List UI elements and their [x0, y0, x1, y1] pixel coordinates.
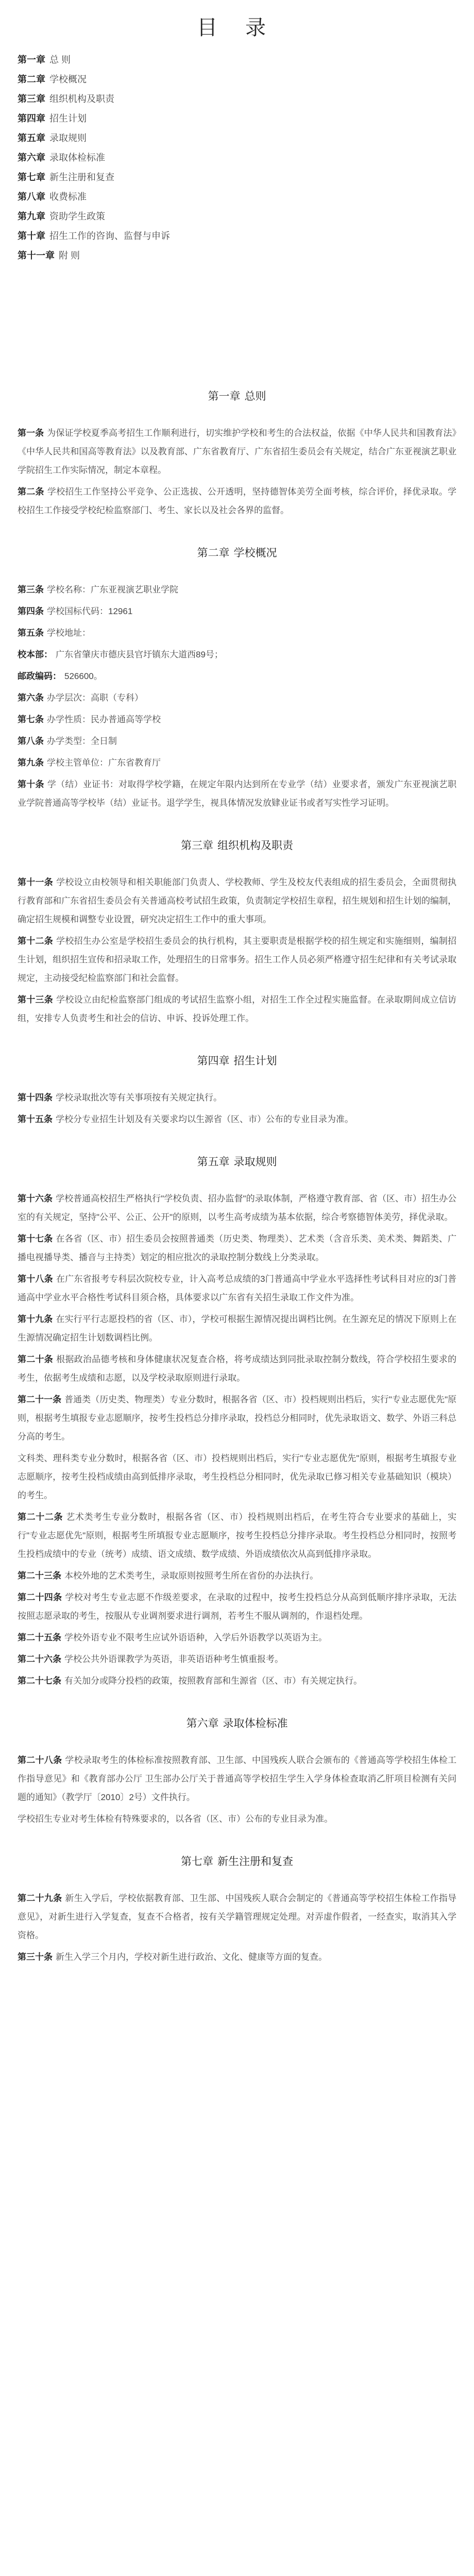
toc-item[interactable]: [18, 246, 456, 265]
article-text: 办学层次：高职（专科）: [47, 693, 143, 703]
article-text: 学校地址：: [47, 628, 91, 638]
table-of-contents: [18, 50, 456, 265]
toc-item[interactable]: [18, 207, 456, 226]
article-paragraph: [18, 775, 456, 812]
toc-item[interactable]: [18, 187, 456, 207]
article-number: 第十七条: [18, 1234, 53, 1244]
article-paragraph: [18, 667, 456, 686]
article-number: 第十二条: [18, 936, 54, 946]
article-text: 学校分专业招生计划及有关要求均以生源省（区、市）公布的专业目录为准。: [56, 1114, 353, 1124]
chapters-container: [18, 388, 456, 1967]
chapter-heading: [18, 1154, 456, 1169]
toc-item-number: 第八章: [18, 192, 45, 202]
article-paragraph: [18, 1310, 456, 1347]
article-paragraph: [18, 1588, 456, 1625]
article-text: 学校国标代码：12961: [47, 606, 133, 616]
article-paragraph: [18, 932, 456, 988]
toc-item-number: 第一章: [18, 55, 45, 65]
toc-item-label: 录取体检标准: [49, 152, 105, 163]
toc-item-label: 收费标准: [49, 192, 87, 202]
article-number: 第七条: [18, 715, 44, 724]
article-number: 第三十条: [18, 1952, 53, 1962]
toc-item-number: 第七章: [18, 172, 45, 182]
toc-item[interactable]: [18, 148, 456, 167]
toc-item-label: 录取规则: [49, 133, 87, 143]
chapter-number: 第三章: [181, 839, 213, 852]
article-paragraph: [18, 873, 456, 929]
article-paragraph: [18, 1089, 456, 1107]
article-paragraph: [18, 689, 456, 707]
toc-item[interactable]: [18, 167, 456, 187]
article-text: 学校外语专业不限考生应试外语语种，入学后外语教学以英语为主。: [64, 1633, 327, 1642]
article-text: 在实行平行志愿投档的省（区、市），学校可根据生源情况提出调档比例。在生源充足的情况下原则上在生源情况确定招生计划数调档比例。: [18, 1314, 457, 1343]
toc-item-number: 第九章: [18, 211, 45, 222]
article-paragraph: [18, 1391, 456, 1446]
article-text: 办学性质：民办普通高等学校: [47, 715, 161, 724]
chapter-number: 第二章: [197, 547, 230, 559]
article-paragraph: [18, 602, 456, 621]
article-text: 普通类（历史类、物理类）专业分数时，根据各省（区、市）投档规则出档后，实行"专业志愿优先"原则，根据考生填报专业志愿顺序，按考生投档总分排序录取，投档总分相同时，优先录取语文、数学、外语三科总分高的考生。: [18, 1395, 456, 1442]
article-number: 第二十六条: [18, 1654, 61, 1664]
toc-item-label: 资助学生政策: [49, 211, 105, 222]
article-paragraph: [18, 424, 456, 480]
chapter-title: 总则: [244, 390, 266, 402]
toc-item-label: 附 则: [59, 250, 80, 261]
chapter-heading: [18, 1053, 456, 1068]
article-text: 为保证学校夏季高考招生工作顺利进行，切实维护学校和考生的合法权益，依据《中华人民共和国教育法》《中华人民共和国高等教育法》以及教育部、广东省教育厅、广东省招生委员会有关规定，结合广东亚视演艺职业学院招生工作实际情况，制定本章程。: [18, 428, 457, 475]
article-number: 第一条: [18, 428, 44, 438]
article-number: 第二十条: [18, 1354, 54, 1364]
article-paragraph: [18, 1350, 456, 1387]
toc-item-number: 第六章: [18, 152, 45, 163]
chapter-title: 新生注册和复查: [217, 1855, 293, 1868]
article-paragraph: [18, 710, 456, 729]
toc-item[interactable]: [18, 89, 456, 109]
chapter-title: 录取体检标准: [223, 1717, 288, 1730]
chapter-heading: [18, 1853, 456, 1869]
article-number: 第二十八条: [18, 1755, 62, 1765]
article-number: 第二十四条: [18, 1592, 62, 1602]
article-number: 第十条: [18, 779, 44, 789]
toc-item-label: 招生计划: [49, 113, 87, 124]
article-paragraph: [18, 1508, 456, 1564]
toc-item-label: 招生工作的咨询、监督与申诉: [49, 231, 170, 241]
article-number: 第二十九条: [18, 1893, 62, 1903]
article-text: 新生入学三个月内，学校对新生进行政治、文化、健康等方面的复查。: [56, 1952, 327, 1962]
article-number: 第二十七条: [18, 1676, 61, 1686]
toc-item-label: 组织机构及职责: [49, 94, 114, 104]
toc-item[interactable]: [18, 109, 456, 128]
article-paragraph: [18, 1810, 456, 1828]
article-paragraph: [18, 1230, 456, 1267]
toc-item-number: 第三章: [18, 94, 45, 104]
chapter-heading: [18, 1715, 456, 1731]
article-paragraph: [18, 1567, 456, 1585]
chapter-number: 第五章: [197, 1156, 230, 1168]
article-number: 校本部：: [18, 650, 53, 659]
article-number: 第二十五条: [18, 1633, 61, 1642]
article-paragraph: [18, 1672, 456, 1690]
article-number: 第十八条: [18, 1274, 53, 1284]
toc-spacer: [18, 265, 456, 363]
article-number: 第二条: [18, 487, 44, 497]
article-paragraph: [18, 732, 456, 751]
toc-item[interactable]: [18, 50, 456, 70]
article-text: 新生入学后，学校依据教育部、卫生部、中国残疾人联合会制定的《普通高等学校招生体检工作指导意见》，对新生进行入学复查，复查不合格者，按有关学籍管理规定处理。对弄虚作假者，一经查实，取消其入学资格。: [18, 1893, 457, 1940]
article-text: 广东省肇庆市德庆县官圩镇东大道西89号；: [56, 650, 223, 659]
article-text: 学校招生工作坚持公平竞争、公正选拔、公开透明，坚持德智体美劳全面考核，综合评价，择优录取。学校招生工作接受学校纪检监察部门、考生、家长以及社会各界的监督。: [18, 487, 456, 515]
article-number: 第五条: [18, 628, 44, 638]
article-number: 第二十一条: [18, 1395, 62, 1404]
toc-item-label: 总 则: [49, 55, 71, 65]
chapter-number: 第一章: [208, 390, 241, 402]
article-text: 学校设立由校领导和相关职能部门负责人、学校教师、学生及校友代表组成的招生委员会，全面贯彻执行教育部和广东省招生委员会有关普通高校考试招生政策，负责制定学校招生章程，招生规划和招生计划的编制，确定招生规模和调整专业设置，研究决定招生工作中的重大事项。: [18, 877, 457, 924]
article-paragraph: [18, 1751, 456, 1807]
toc-item[interactable]: [18, 226, 456, 246]
article-paragraph: [18, 1629, 456, 1647]
article-paragraph: [18, 1948, 456, 1967]
toc-item-number: 第十章: [18, 231, 45, 241]
article-paragraph: [18, 1650, 456, 1669]
article-number: 第十五条: [18, 1114, 53, 1124]
article-text: 学校录取批次等有关事项按有关规定执行。: [56, 1093, 222, 1103]
article-number: 第十三条: [18, 995, 54, 1005]
article-number: 第六条: [18, 693, 44, 703]
chapter-heading: [18, 388, 456, 403]
article-text: 文科类、理科类专业分数时，根据各省（区、市）投档规则出档后，实行"专业志愿优先"原则，根据考生填报专业志愿顺序，按考生投档成绩由高到低排序录取，考生投档总分相同时，优先录取已修习相关专业基础知识（模块）的考生。: [18, 1453, 456, 1500]
article-number: 第八条: [18, 736, 44, 746]
article-text: 办学类型：全日制: [47, 736, 117, 746]
chapter-number: 第六章: [186, 1717, 219, 1730]
toc-title: 目 录: [197, 16, 277, 39]
chapter-heading: [18, 837, 456, 853]
article-text: 在广东省报考专科层次院校专业，计入高考总成绩的3门普通高中学业水平选择性考试科目对应的3门普通高中学业水平合格性考试科目须合格，具体要求以广东省有关招生录取工作文件为准。: [18, 1274, 456, 1302]
chapter-title: 学校概况: [233, 547, 277, 559]
article-text: 526600。: [64, 671, 103, 681]
article-number: 第十九条: [18, 1314, 53, 1324]
chapter-title: 录取规则: [233, 1156, 277, 1168]
article-number: 第四条: [18, 606, 44, 616]
toc-item[interactable]: [18, 70, 456, 89]
article-text: 学校公共外语课教学为英语，非英语语种考生慎重报考。: [64, 1654, 283, 1664]
article-paragraph: [18, 1270, 456, 1307]
toc-item-number: 第五章: [18, 133, 45, 143]
article-text: 艺术类考生专业分数时，根据各省（区、市）投档规则出档后，在考生符合专业要求的基础上，实行"专业志愿优先"原则，根据考生所填报专业志愿顺序，按考生投档总分排序录取。考生投档总分相同时，按照考生投档成绩中的专业（统考）成绩、语文成绩、数学成绩、外语成绩依次从高到低排序录取。: [18, 1512, 457, 1559]
article-text: 学校招生办公室是学校招生委员会的执行机构，其主要职责是根据学校的招生规定和实施细则，编制招生计划，组织招生宣传和招录取工作，处理招生的日常事务。招生工作人员必须严格遵守招生纪律和有关考试录取规定，主动接受纪检监察部门和社会监督。: [18, 936, 457, 983]
chapter-title: 组织机构及职责: [217, 839, 293, 852]
article-number: 第十一条: [18, 877, 54, 887]
article-paragraph: [18, 624, 456, 642]
article-text: 学校招生专业对考生体检有特殊要求的，以各省（区、市）公布的专业目录为准。: [18, 1814, 333, 1824]
toc-item-number: 第二章: [18, 74, 45, 84]
article-text: 学校名称：广东亚视演艺职业学院: [47, 585, 178, 595]
article-paragraph: [18, 991, 456, 1028]
article-paragraph: [18, 483, 456, 520]
chapter-number: 第七章: [181, 1855, 213, 1868]
article-text: 学校普通高校招生严格执行"学校负责、招办监督"的录取体制，严格遵守教育部、省（区、市）招生办公室的有关规定，坚持"公平、公正、公开"的原则，以考生高考成绩为基本依据，综合考察德智体美劳，择优录取。: [18, 1194, 456, 1222]
article-number: 第三条: [18, 585, 44, 595]
article-paragraph: [18, 754, 456, 772]
article-text: 学校对考生专业志愿不作级差要求，在录取的过程中，按考生投档总分从高到低顺序排序录取，无法按照志愿录取的考生，按服从专业调剂要求进行调剂，若考生不服从调剂的，作退档处理。: [18, 1592, 457, 1621]
toc-item[interactable]: [18, 128, 456, 148]
chapter-title: 招生计划: [233, 1055, 277, 1067]
article-paragraph: [18, 1889, 456, 1945]
article-number: 第九条: [18, 758, 44, 768]
article-paragraph: [18, 1449, 456, 1505]
article-text: 在各省（区、市）招生委员会按照普通类（历史类、物理类）、艺术类（含音乐类、美术类、舞蹈类、广播电视播导类、播音与主持类）划定的相应批次的录取控制分数线上分类录取。: [18, 1234, 457, 1262]
toc-item-label: 新生注册和复查: [49, 172, 114, 182]
article-text: 有关加分或降分投档的政策，按照教育部和生源省（区、市）有关规定执行。: [64, 1676, 362, 1686]
article-text: 学（结）业证书：对取得学校学籍，在规定年限内达到所在专业学（结）业要求者，颁发广东亚视演艺职业学院普通高等学校毕（结）业证书。退学学生，视具体情况发放肄业证书或者写实性学习证明。: [18, 779, 456, 808]
article-text: 学校主管单位：广东省教育厅: [47, 758, 161, 768]
toc-item-number: 第四章: [18, 113, 45, 124]
article-number: 第十六条: [18, 1194, 53, 1204]
article-text: 根据政治品德考核和身体健康状况复查合格，将考成绩达到同批录取控制分数线，符合学校招生要求的考生，依据考生成绩和志愿，以及学校录取原则进行录取。: [18, 1354, 457, 1383]
article-paragraph: [18, 646, 456, 664]
chapter-number: 第四章: [197, 1055, 230, 1067]
article-number: 第二十二条: [18, 1512, 63, 1522]
article-paragraph: [18, 1190, 456, 1227]
chapter-heading: [18, 545, 456, 560]
article-number: 邮政编码：: [18, 671, 61, 681]
article-paragraph: [18, 581, 456, 599]
article-text: 本校外地的艺术类考生，录取原则按照考生所在省份的办法执行。: [64, 1571, 318, 1581]
article-number: 第十四条: [18, 1093, 53, 1103]
toc-item-label: 学校概况: [49, 74, 87, 84]
toc-item-number: 第十一章: [18, 250, 55, 261]
article-paragraph: [18, 1110, 456, 1129]
article-text: 学校设立由纪检监察部门组成的考试招生监察小组，对招生工作全过程实施监督。在录取期间成立信访组，安排专人负责考生和社会的信访、申诉、投诉处理工作。: [18, 995, 457, 1023]
article-number: 第二十三条: [18, 1571, 61, 1581]
article-text: 学校录取考生的体检标准按照教育部、卫生部、中国残疾人联合会颁布的《普通高等学校招生体检工作指导意见》和《教育部办公厅 卫生部办公厅关于普通高等学校招生学生入学身体检查取消乙肝项目检测有关问题的通知》（教学厅〔2010〕2号）文件执行。: [18, 1755, 457, 1802]
